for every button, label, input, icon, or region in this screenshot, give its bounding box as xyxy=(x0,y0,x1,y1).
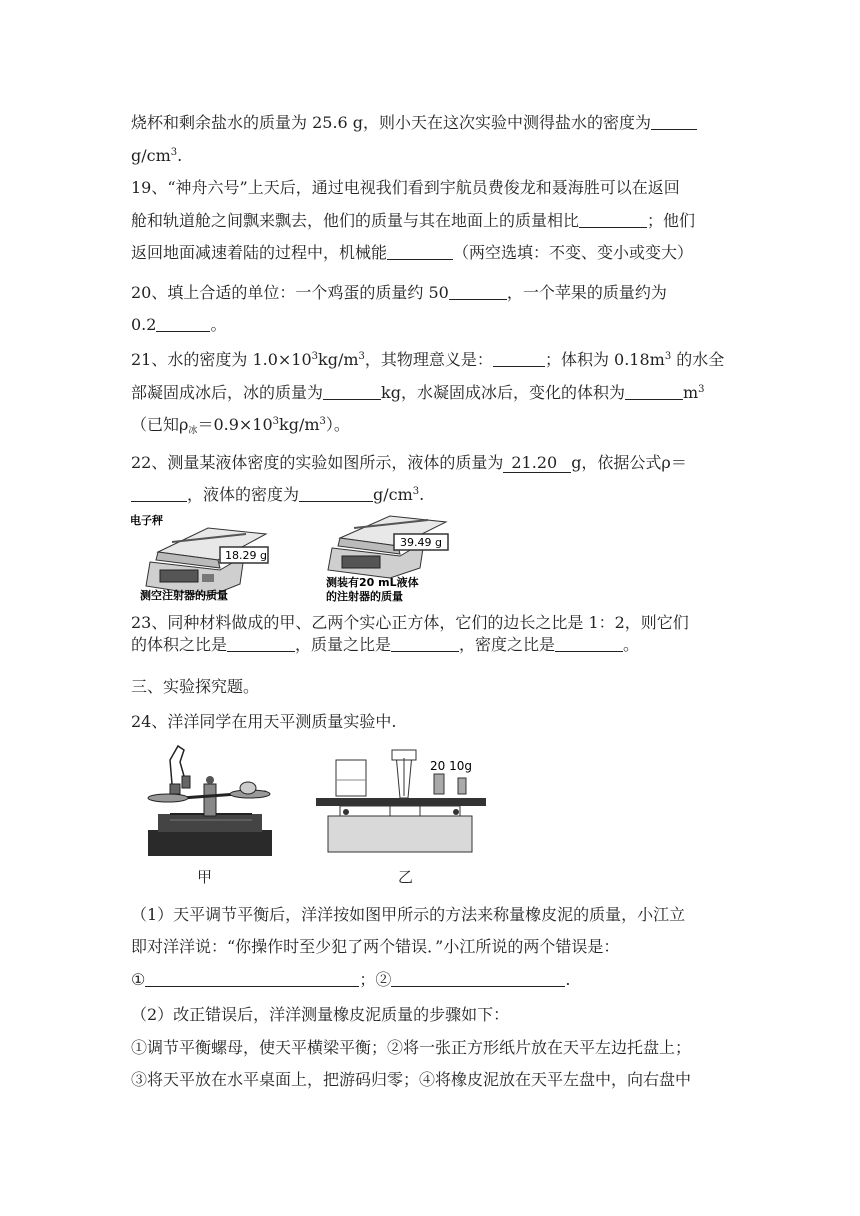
figure-label-jia: 甲 xyxy=(197,868,213,886)
answer-blank[interactable] xyxy=(391,636,459,652)
question-19: 19、“神舟六号”上天后，通过电视我们看到宇航员费俊龙和聂海胜可以在返回 xyxy=(131,178,680,197)
balances-drawing xyxy=(140,740,490,860)
weights-label: 20 10g xyxy=(430,759,472,773)
answer-blank[interactable] xyxy=(156,316,210,332)
scale-caption-2b: 的注射器的质量 xyxy=(326,590,403,603)
answer-blank[interactable] xyxy=(449,284,507,300)
text-line: $g/cm^3$. xyxy=(131,146,183,165)
answer-filled: 21.20 xyxy=(503,453,571,473)
text-line: 烧杯和剩余盐水的质量为 25.6 g，则小天在这次实验中测得盐水的密度为 xyxy=(131,112,697,134)
subquestion-1: （1）天平调节平衡后，洋洋按如图甲所示的方法来称量橡皮泥的质量，小江立 xyxy=(131,905,686,924)
subquestion-2: （2）改正错误后，洋洋测量橡皮泥质量的步骤如下： xyxy=(131,1005,510,1024)
text-line: ①调节平衡螺母，使天平横梁平衡；②将一张正方形纸片放在天平左边托盘上； xyxy=(131,1038,692,1057)
text-line: （已知$\rho_冰=0.9\times 10^3kg/m^3$）。 xyxy=(131,415,350,436)
answer-blank[interactable] xyxy=(625,384,683,400)
answer-blank[interactable] xyxy=(493,351,545,367)
scale-reading-1: 18.29 g xyxy=(225,549,267,562)
balance-jia xyxy=(148,746,272,856)
scales-drawing xyxy=(128,512,458,604)
answer-blank[interactable] xyxy=(555,636,623,652)
answer-blank[interactable] xyxy=(579,212,647,228)
scale-caption-2a: 测装有20 mL液体 xyxy=(326,576,419,589)
question-20: 20、填上合适的单位：一个鸡蛋的质量约 50 ，一个苹果的质量约为 xyxy=(131,283,667,302)
answer-blank[interactable] xyxy=(145,971,359,987)
text-line: 舱和轨道舱之间飘来飘去，他们的质量与其在地面上的质量相比 ；他们 xyxy=(131,211,696,230)
answer-blank[interactable] xyxy=(387,244,453,260)
answer-blank[interactable] xyxy=(299,486,373,502)
answer-blank[interactable] xyxy=(131,486,187,502)
scale-left xyxy=(146,528,268,596)
question-21: 21、水的密度为 $1.0\times 10^3kg/m^3$，其物理意义是： ；体积为 $0.18m^3$ 的水全 xyxy=(131,350,725,369)
figure-electronic-scales xyxy=(128,512,458,604)
text-line: ③将天平放在水平桌面上，把游码归零；④将橡皮泥放在天平左盘中，向右盘中 xyxy=(131,1070,692,1089)
text-line: 即对洋洋说：“你操作时至少犯了两个错误．”小江所说的两个错误是： xyxy=(131,937,620,956)
figure-label-yi: 乙 xyxy=(398,868,414,886)
figure-balances xyxy=(140,740,490,860)
text-line: 的体积之比是 ，质量之比是 ，密度之比是 。 xyxy=(131,635,640,654)
question-23: 23、同种材料做成的甲、乙两个实心正方体，它们的边长之比是 1：2，则它们 xyxy=(131,613,689,632)
scale-reading-2: 39.49 g xyxy=(400,536,442,549)
scale-caption-1: 测空注射器的质量 xyxy=(140,589,228,602)
question-24: 24、洋洋同学在用天平测质量实验中. xyxy=(131,712,397,731)
answer-blank[interactable] xyxy=(227,636,295,652)
text-line: 0.2 。 xyxy=(131,315,227,334)
text-line: ① ；② . xyxy=(131,970,571,989)
text-line: 返回地面减速着陆的过程中，机械能 （两空选填：不变、变小或变大） xyxy=(131,243,694,262)
answer-blank[interactable] xyxy=(391,971,565,987)
text-line: 部凝固成冰后，冰的质量为 kg，水凝固成冰后，变化的体积为 $m^3$ xyxy=(131,383,705,402)
section-heading: 三、实验探究题。 xyxy=(131,677,260,696)
question-22: 22、测量某液体密度的实验如图所示，液体的质量为 21.20 g，依据公式ρ＝ xyxy=(131,453,687,472)
answer-blank[interactable] xyxy=(323,384,381,400)
scale-brand-label: 电子秤 xyxy=(130,514,163,527)
answer-blank[interactable] xyxy=(651,114,697,130)
text-line: ，液体的密度为 $g/cm^3$. xyxy=(131,484,424,506)
